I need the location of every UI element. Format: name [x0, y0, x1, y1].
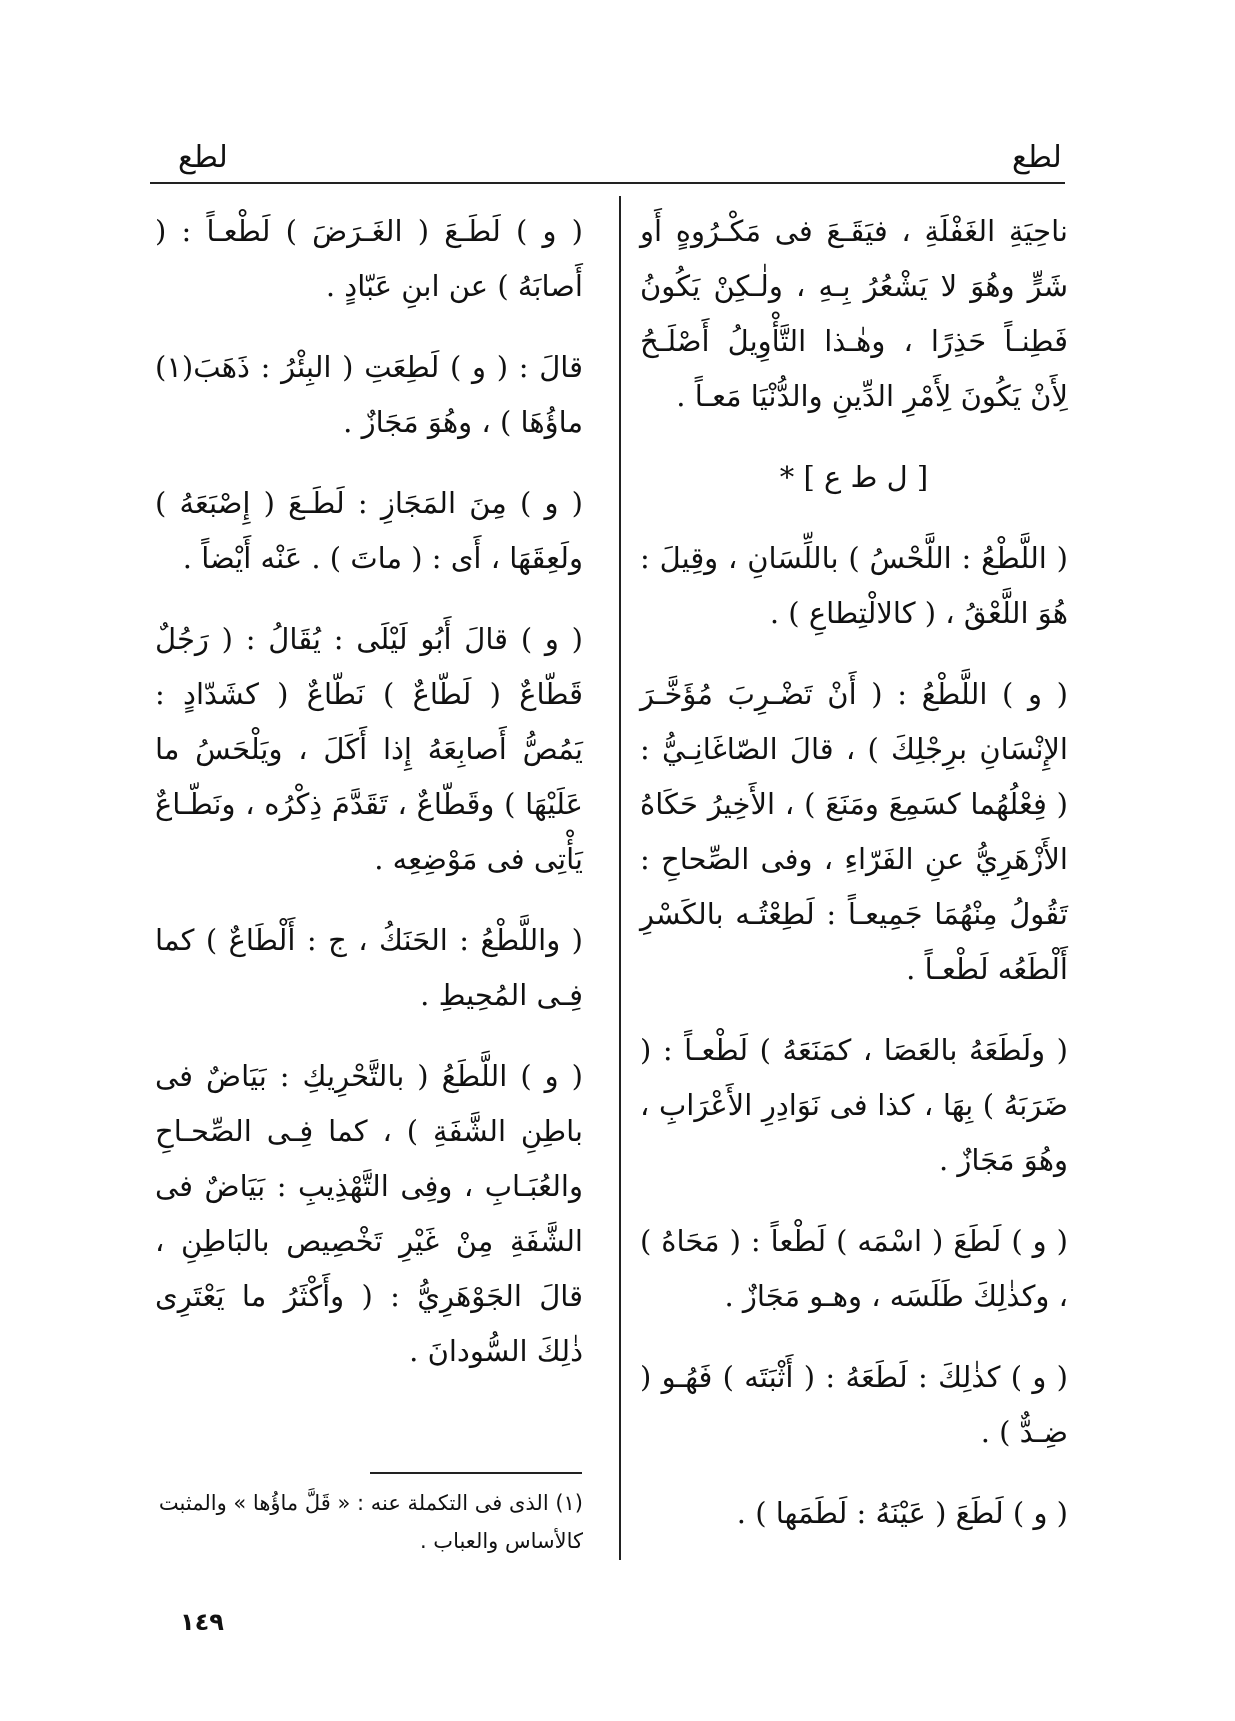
right-column — [640, 204, 1068, 1567]
paragraph: ( واللَّطْعُ : الحَنَكُ ، ج : أَلْطَاعٌ ) كما فِـى المُحِيطِ . — [155, 923, 583, 1012]
paragraph: ( و ) اللَّطْعُ : ( أَنْ تَضْـرِبَ مُؤَخَّـرَ الإِنْسَانِ برِجْلِكَ ) ، قالَ الصّاغَانِـيُّ : ( فِعْلُهُما كسَمِعَ ومَنَعَ ) ، الأَخِيرُ حَكَاهُ الأَزْهَرِيُّ عنِ الفَرّاءِ ، وفى الصِّحاحِ : تَقُولُ مِنْهُمَا جَمِيعـاً : لَطِعْتُـه بالكَسْرِ أَلْطَعُه لَطْعـاً . — [640, 677, 1068, 986]
header-rule — [150, 182, 1065, 184]
paragraph: ( و ) لَطَعَ ( عَيْنَهُ : لَطَمَها ) . — [736, 1496, 1068, 1530]
header-right-word: لطع — [1012, 140, 1062, 175]
column-divider — [619, 196, 621, 1560]
paragraph: قالَ : ( و ) لَطِعَتِ ( البِئْرُ : ذَهَبَ(١) ماؤُهَا ) ، وهُوَ مَجَازٌ . — [155, 350, 583, 439]
paragraph: ( ولَطَعَهُ بالعَصَا ، كمَنَعَهُ ) لَطْعـاً : ( ضَرَبَهُ ) بِهَا ، كذا فى نَوَادِرِ الأَعْرَابِ ، وهُوَ مَجَازٌ . — [640, 1033, 1068, 1177]
paragraph: ( و ) لَطَعَ ( اسْمَه ) لَطْعاً : ( مَحَاهُ ) ، وكذٰلِكَ طَلَسَه ، وهـو مَجَازٌ . — [640, 1224, 1068, 1313]
entry-heading: [ ل ط ع ] * — [779, 460, 929, 494]
paragraph: ( اللَّطْعُ : اللَّحْسُ ) باللِّسَانِ ، وقِيلَ : هُوَ اللَّعْقُ ، ( كالالْتِطاعِ ) . — [640, 541, 1068, 630]
header-left-word: لطع — [178, 140, 228, 175]
footnote-rule — [370, 1472, 582, 1474]
page-number: ١٤٩ — [180, 1608, 224, 1636]
footnote: (١) الذى فى التكملة عنه : « قَلَّ ماؤُها » والمثبت كالأساس والعباب . — [158, 1491, 583, 1553]
paragraph: ( و ) قالَ أَبُو لَيْلَى : يُقَالُ : ( رَجُلٌ قَطّاعٌ ( لَطّاعٌ ) نَطّاعٌ ( كشَدّادٍ : يَمُصُّ أَصابِعَهُ إِذا أَكَلَ ، ويَلْحَسُ ما عَلَيْهَا ) وقَطّاعٌ ، تَقَدَّمَ ذِكْرُه ، ونَطّـاعٌ يَأْتِى فى مَوْضِعِه . — [155, 622, 583, 876]
paragraph: ناحِيَةِ الغَفْلَةِ ، فيَقَـعَ فى مَكْـرُوهٍ أَو شَرٍّ وهُوَ لا يَشْعُرُ بِـهِ ، ولٰـكِنْ يَكُونُ فَطِنـاً حَذِرًا ، وهٰـذا التَّأْوِيلُ أَصْلَـحُ لِأَنْ يَكُونَ لِأَمْرِ الدِّينِ والدُّنْيَا مَعـاً . — [640, 214, 1068, 413]
left-column — [155, 204, 583, 1405]
paragraph: ( و ) مِنَ المَجَازِ : لَطَـعَ ( إِصْبَعَهُ ) ولَعِقَهَا ، أَى : ( ماتَ ) . عَنْه أَيْضاً . — [155, 486, 583, 575]
paragraph: ( و ) كذٰلِكَ : لَطَعَهُ : ( أَثْبَتَه ) فَهُـو ( ضِـدٌّ ) . — [640, 1360, 1068, 1449]
paragraph: ( و ) لَطَـعَ ( الغَـرَضَ ) لَطْعـاً : ( أَصابَهُ ) عن ابنِ عَبّادٍ . — [155, 214, 583, 303]
paragraph: ( و ) اللَّطَعُ ( بالتَّحْرِيكِ : بَيَاضٌ فى باطِنِ الشَّفَةِ ) ، كما فِـى الصِّحـاحِ والعُبَـابِ ، وفِى التَّهْذِيبِ : بَيَاضٌ فى الشَّفَةِ مِنْ غَيْرِ تَخْصِيص بالبَاطِنِ ، قالَ الجَوْهَرِيُّ : ( وأَكْثَرُ ما يَعْتَرِى ذٰلِكَ السُّودانَ . — [155, 1059, 583, 1368]
